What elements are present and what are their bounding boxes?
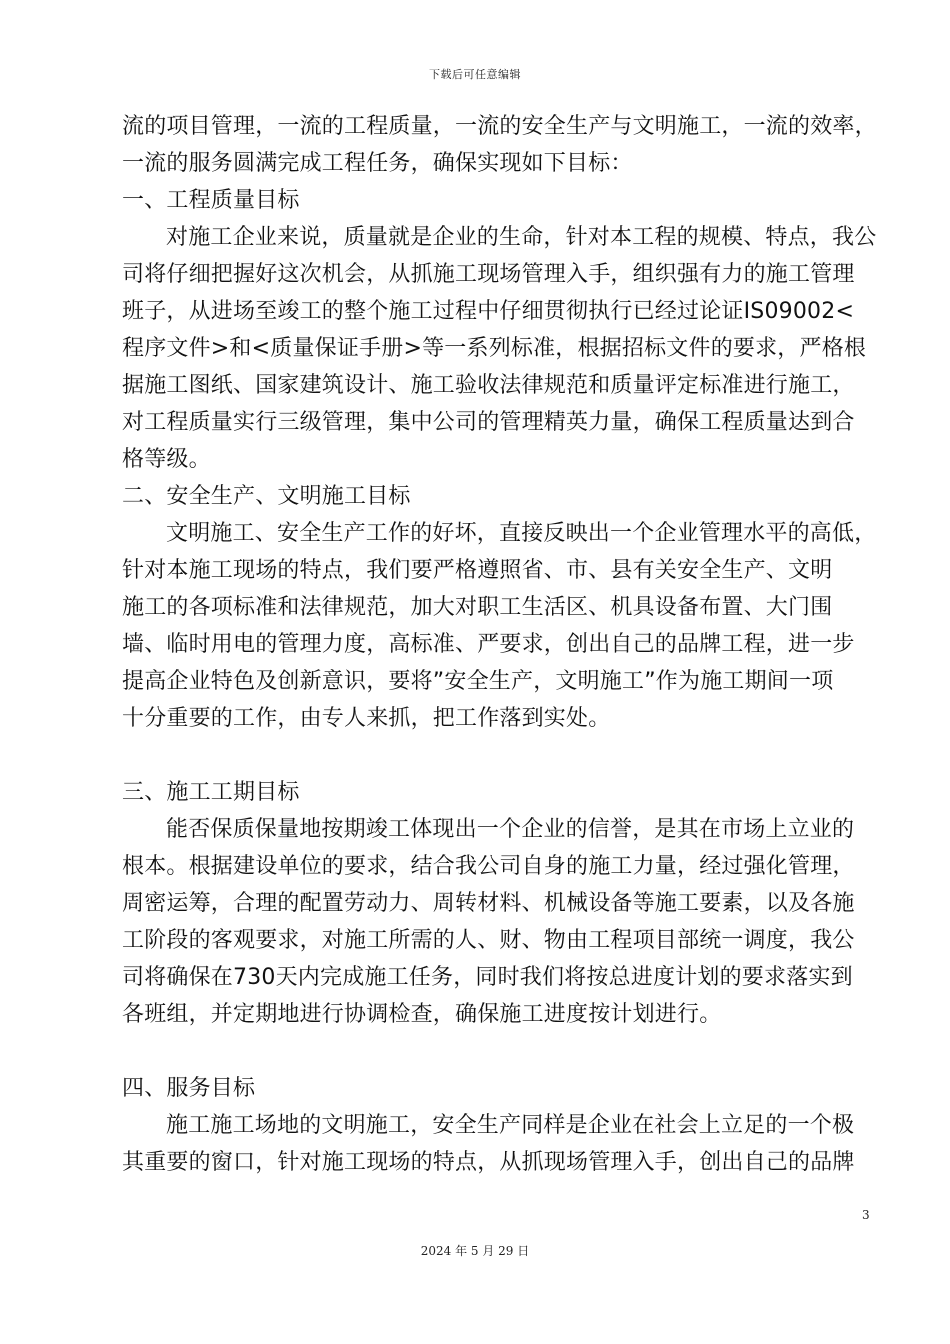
document-body: [122, 108, 882, 1181]
text-line: 文明施工、安全生产工作的好坏，直接反映出一个企业管理水平的高低，: [166, 521, 877, 546]
text-line: 十分重要的工作，由专人来抓，把工作落到实处。: [122, 706, 611, 731]
text-line: 施工的各项标准和法律规范，加大对职工生活区、机具设备布置、大门围: [122, 595, 833, 620]
text-line: 班子，从进场至竣工的整个施工过程中仔细贯彻执行已经过论证IS09002<: [122, 299, 855, 324]
section-heading: 四、服务目标: [122, 1076, 256, 1101]
text-line: 流的项目管理，一流的工程质量，一流的安全生产与文明施工，一流的效率，: [122, 114, 877, 139]
header-note: 下载后可任意编辑: [429, 68, 521, 81]
section-heading: 三、施工工期目标: [122, 780, 300, 805]
text-line: 司将确保在730天内完成施工任务，同时我们将按总进度计划的要求落实到: [122, 965, 853, 990]
text-line: 周密运筹，合理的配置劳动力、周转材料、机械设备等施工要素，以及各施: [122, 891, 855, 916]
text-line: 程序文件>和<质量保证手册>等一系列标准，根据招标文件的要求，严格根: [122, 336, 867, 361]
text-line: 能否保质保量地按期竣工体现出一个企业的信誉，是其在市场上立业的: [166, 817, 855, 842]
section-heading: 二、安全生产、文明施工目标: [122, 484, 411, 509]
text-line: 工阶段的客观要求，对施工所需的人、财、物由工程项目部统一调度，我公: [122, 928, 855, 953]
text-line: 对工程质量实行三级管理，集中公司的管理精英力量，确保工程质量达到合: [122, 410, 855, 435]
text-line: 针对本施工现场的特点，我们要严格遵照省、市、县有关安全生产、文明: [122, 558, 833, 583]
blank-line: [122, 737, 882, 774]
text-line: 格等级。: [122, 447, 211, 472]
text-line: 对施工企业来说，质量就是企业的生命，针对本工程的规模、特点，我公: [166, 225, 877, 250]
text-line: 施工施工场地的文明施工，安全生产同样是企业在社会上立足的一个极: [166, 1113, 855, 1138]
text-line: 一流的服务圆满完成工程任务，确保实现如下目标：: [122, 151, 633, 176]
text-line: 其重要的窗口，针对施工现场的特点，从抓现场管理入手，创出自己的品牌: [122, 1150, 855, 1175]
text-line: 司将仔细把握好这次机会，从抓施工现场管理入手，组织强有力的施工管理: [122, 262, 855, 287]
section-heading: 一、工程质量目标: [122, 188, 300, 213]
text-line: 墙、临时用电的管理力度，高标准、严要求，创出自己的品牌工程，进一步: [122, 632, 855, 657]
text-line: 据施工图纸、国家建筑设计、施工验收法律规范和质量评定标准进行施工，: [122, 373, 855, 398]
blank-line: [122, 1033, 882, 1070]
text-line: 各班组，并定期地进行协调检查，确保施工进度按计划进行。: [122, 1002, 722, 1027]
footer-date: 2024 年 5 月 29 日: [420, 1244, 530, 1258]
text-line: 提高企业特色及创新意识，要将”安全生产，文明施工”作为施工期间一项: [122, 669, 834, 694]
text-line: 根本。根据建设单位的要求，结合我公司自身的施工力量，经过强化管理，: [122, 854, 855, 879]
page-number: 3: [862, 1208, 870, 1222]
